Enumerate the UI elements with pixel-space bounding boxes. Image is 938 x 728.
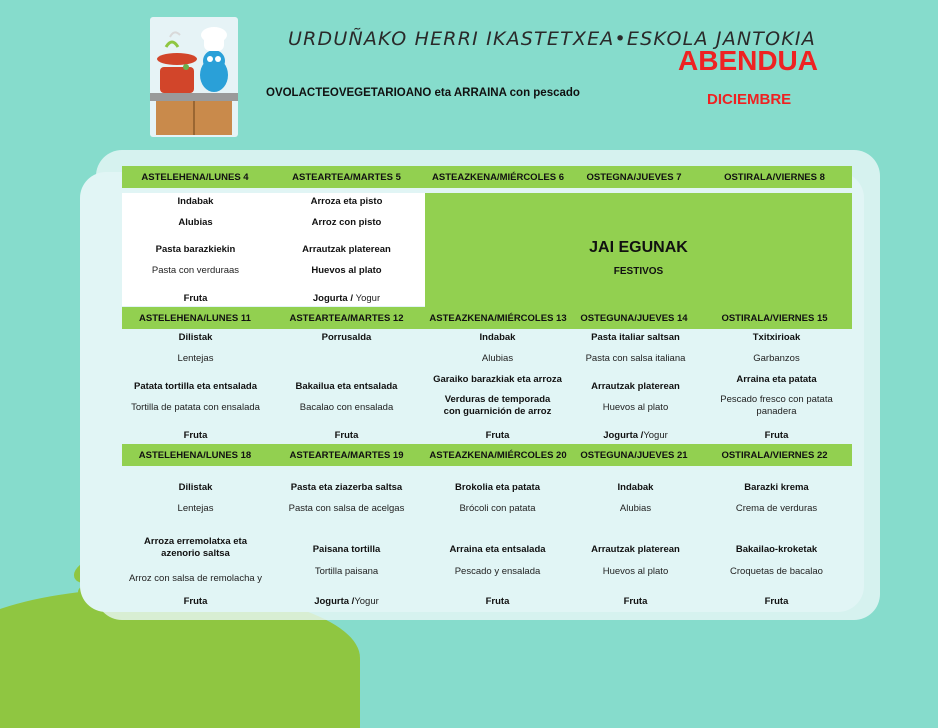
second-course-es: Huevos al plato bbox=[602, 402, 669, 413]
day-header: ASTELEHENA/LUNES 11 bbox=[139, 312, 251, 324]
second-course-eu: Arraina eta patata bbox=[736, 374, 817, 385]
first-course-eu: Txitxirioak bbox=[752, 332, 801, 343]
day-header: OSTIRALA/VIERNES 22 bbox=[721, 449, 828, 461]
second-course-es: Huevos al plato bbox=[311, 265, 382, 276]
dessert: Fruta bbox=[485, 596, 510, 607]
day-header: OSTIRALA/VIERNES 8 bbox=[724, 171, 825, 183]
dessert: Fruta bbox=[485, 430, 510, 441]
day-header: ASTEAZKENA/MIÉRCOLES 6 bbox=[432, 171, 564, 183]
second-course-eu: Bakailua eta entsalada bbox=[295, 381, 398, 392]
day-header: ASTEAZKENA/MIÉRCOLES 20 bbox=[429, 449, 567, 461]
first-course-es: Arroz con pisto bbox=[311, 217, 382, 228]
second-course-eu: Arrautzak platerean bbox=[591, 381, 680, 392]
holiday-title: JAI EGUNAK bbox=[589, 239, 688, 256]
second-course-es: Pasta con verduraas bbox=[151, 265, 240, 276]
dessert bbox=[271, 596, 422, 608]
first-course-eu: Porrusalda bbox=[321, 332, 372, 343]
dessert-eu: Jogurta / bbox=[312, 293, 356, 304]
first-course-eu: Dilistak bbox=[178, 332, 213, 343]
dessert bbox=[560, 430, 711, 442]
day-header: ASTEARTEA/MARTES 5 bbox=[292, 171, 401, 183]
dessert-es: Yogur bbox=[355, 293, 381, 304]
dessert: Fruta bbox=[764, 430, 789, 441]
dessert-es: Yogur bbox=[643, 430, 668, 441]
second-course-eu: Arroza erremolatxa eta azenorio saltsa bbox=[144, 536, 247, 559]
dessert: Fruta bbox=[623, 596, 648, 607]
week1-header-row bbox=[122, 166, 852, 188]
holiday-subtitle: FESTIVOS bbox=[613, 266, 664, 277]
dessert: Fruta bbox=[183, 596, 208, 607]
first-course-es: Pasta con salsa italiana bbox=[585, 353, 686, 364]
dessert-eu: Jogurta / bbox=[603, 430, 644, 441]
day-header: OSTEGUNA/JUEVES 14 bbox=[580, 312, 688, 324]
second-course-eu: Patata tortilla eta entsalada bbox=[133, 381, 258, 392]
second-course-eu: Garaiko barazkiak eta arroza bbox=[433, 374, 562, 385]
second-course-es: Pescado y ensalada bbox=[454, 566, 541, 577]
second-course-es: Huevos al plato bbox=[602, 566, 669, 577]
dessert: Fruta bbox=[334, 430, 359, 441]
first-course-es: Lentejas bbox=[177, 353, 214, 364]
first-course-es: Brócoli con patata bbox=[459, 503, 536, 514]
second-course-eu: Arrautzak platerean bbox=[591, 544, 680, 555]
second-course-es: Bacalao con ensalada bbox=[299, 402, 394, 413]
chef-illustration bbox=[150, 17, 238, 137]
day-header: OSTEGNA/JUEVES 7 bbox=[586, 171, 682, 183]
first-course-es: Alubias bbox=[481, 353, 514, 364]
first-course-es: Garbanzos bbox=[753, 353, 800, 364]
first-course-eu: Indabak bbox=[479, 332, 516, 343]
first-course-eu: Indabak bbox=[617, 482, 654, 493]
day-header: ASTEARTEA/MARTES 19 bbox=[289, 449, 404, 461]
dessert: Fruta bbox=[183, 293, 208, 304]
second-course-es: Tortilla de patata con ensalada bbox=[131, 402, 260, 413]
first-course-eu: Indabak bbox=[177, 196, 214, 207]
dessert-es: Yogur bbox=[354, 596, 379, 607]
first-course-es: Pasta con salsa de acelgas bbox=[288, 503, 405, 514]
week2-header-row bbox=[122, 307, 852, 329]
second-course-es: Pescado fresco con patata panadera bbox=[720, 394, 833, 417]
first-course-eu: Brokolia eta patata bbox=[455, 482, 540, 493]
second-course-es: Verduras de temporada con guarnición de arroz bbox=[443, 394, 552, 417]
second-course-es: Arroz con salsa de remolacha y bbox=[128, 573, 263, 584]
dessert bbox=[271, 293, 422, 305]
day-header: ASTELEHENA/LUNES 4 bbox=[141, 171, 249, 183]
first-course-es: Alubias bbox=[178, 217, 213, 228]
first-course-eu: Pasta italiar saltsan bbox=[591, 332, 680, 343]
dessert-eu: Jogurta / bbox=[314, 596, 355, 607]
first-course-es: Lentejas bbox=[177, 503, 214, 514]
first-course-eu: Dilistak bbox=[178, 482, 213, 493]
first-course-es: Alubias bbox=[619, 503, 652, 514]
second-course-es: Croquetas de bacalao bbox=[730, 566, 823, 577]
dessert: Fruta bbox=[183, 430, 208, 441]
menu-type-subtitle: OVOLACTEOVEGETARIOANO eta ARRAINA con pescado bbox=[266, 87, 580, 99]
second-course-eu: Bakailao-kroketak bbox=[735, 544, 818, 555]
second-course-eu: Arraina eta entsalada bbox=[449, 544, 546, 555]
day-header: OSTEGUNA/JUEVES 21 bbox=[580, 449, 688, 461]
month-title-spanish: DICIEMBRE bbox=[707, 91, 792, 108]
second-course-eu: Paisana tortilla bbox=[312, 544, 381, 555]
month-title: ABENDUA bbox=[678, 45, 818, 76]
second-course-es: Tortilla paisana bbox=[314, 566, 379, 577]
day-header: ASTEAZKENA/MIÉRCOLES 13 bbox=[429, 312, 567, 324]
day-header: OSTIRALA/VIERNES 15 bbox=[721, 312, 828, 324]
day-header: ASTELEHENA/LUNES 18 bbox=[138, 449, 252, 461]
first-course-eu: Barazki krema bbox=[744, 482, 809, 493]
second-course-eu: Pasta barazkiekin bbox=[155, 244, 236, 255]
first-course-es: Crema de verduras bbox=[735, 503, 818, 514]
day-header: ASTEARTEA/MARTES 12 bbox=[289, 312, 404, 324]
school-title: URDUÑAKO HERRI IKASTETXEA•ESKOLA JANTOKIA bbox=[288, 28, 816, 50]
dessert: Fruta bbox=[764, 596, 789, 607]
first-course-eu: Arroza eta pisto bbox=[310, 196, 383, 207]
first-course-eu: Pasta eta ziazerba saltsa bbox=[290, 482, 403, 493]
week3-header-row bbox=[122, 444, 852, 466]
second-course-eu: Arrautzak platerean bbox=[302, 244, 391, 255]
